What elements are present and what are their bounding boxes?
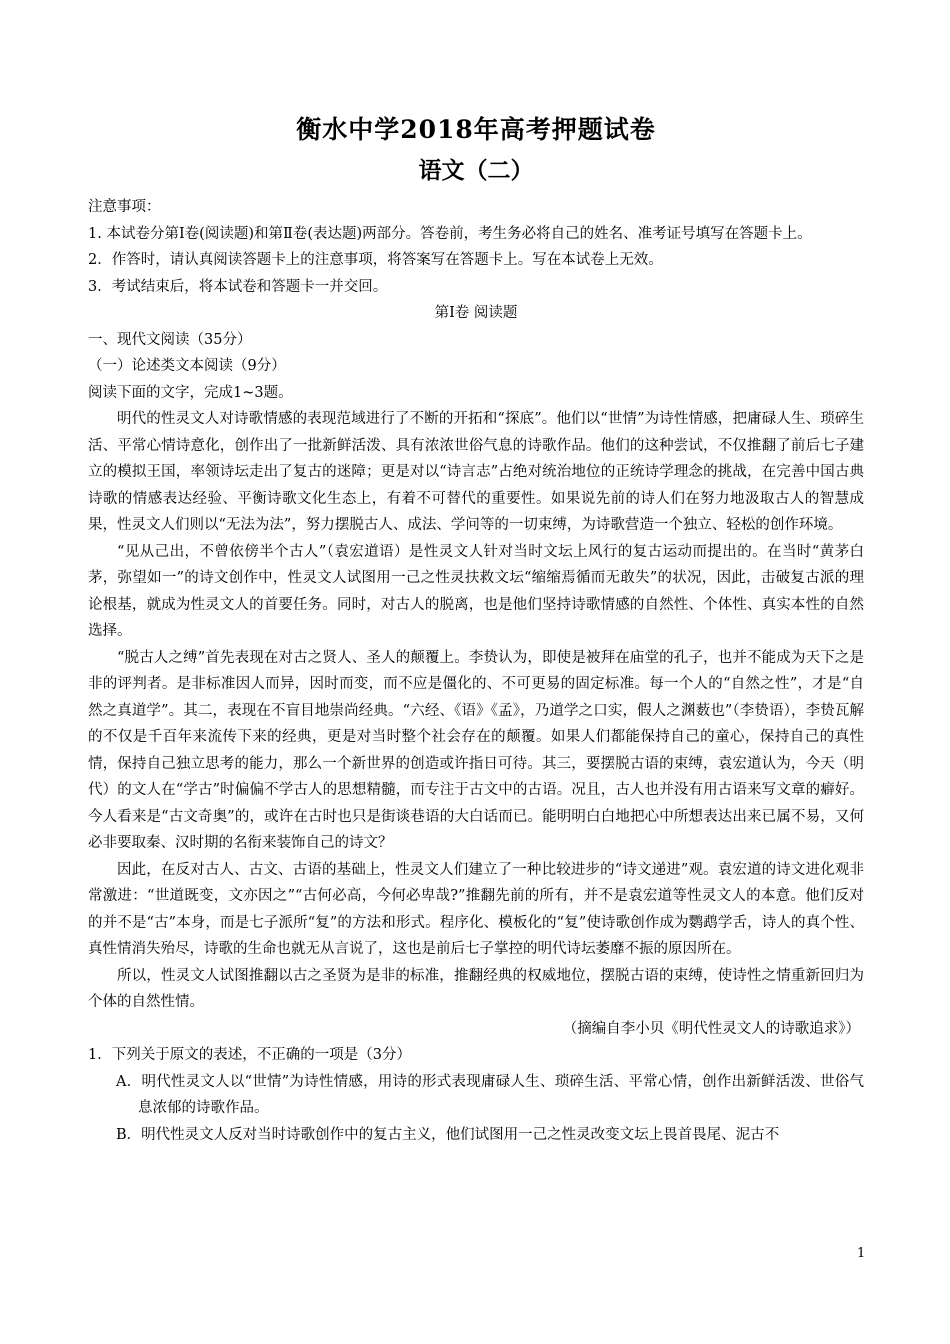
exam-page — [88, 112, 864, 1148]
reading-instruction: 阅读下面的文字，完成1~3题。 — [88, 384, 293, 401]
question-1-option-b: B．明代性灵文人反对当时诗歌创作中的复古主义，他们试图用一己之性灵改变文坛上畏首畏尾、泥古不 — [116, 1126, 780, 1143]
passage-source: （摘编自李小贝《明代性灵文人的诗歌追求》） — [562, 1020, 860, 1037]
passage-paragraph-1: 明代的性灵文人对诗歌情感的表现范域进行了不断的开拓和“探底”。他们以“世情”为诗性情感，把庸碌人生、琐碎生活、平常心情诗意化，创作出了一批新鲜活泼、具有浓浓世俗气息的诗歌作品。他们的这种尝试，不仅推翻了前后七子建立的模拟王国，率领诗坛走出了复古的迷障；更是对以“诗言志”占绝对统治地位的正统诗学理念的挑战，在完善中国古典诗歌的情感表达经验、平衡诗歌文化生态上，有着不可替代的重要性。如果说先前的诗人们在努力地汲取古人的智慧成果，性灵文人们则以“无法为法”，努力摆脱古人、成法、学问等的一切束缚，为诗歌营造一个独立、轻松的创作环境。 — [88, 411, 864, 533]
passage-paragraph-2: “见从己出，不曾依傍半个古人”（袁宏道语）是性灵文人针对当时文坛上风行的复古运动而提出的。在当时“黄茅白茅，弥望如一”的诗文创作中，性灵文人试图用一己之性灵扶救文坛“缩缩焉循而无敢失”的状况，因此，击破复古派的理论根基，就成为性灵文人的首要任务。同时，对古人的脱离，也是他们坚持诗歌情感的自然性、个体性、真实本性的自然选择。 — [88, 543, 864, 639]
exam-title: 衡水中学2018年高考押题试卷 — [296, 115, 656, 144]
exam-subtitle: 语文（二） — [418, 157, 534, 184]
sub-heading: （一）论述类文本阅读（9分） — [88, 358, 286, 374]
volume-heading: 第Ⅰ卷 阅读题 — [434, 305, 518, 321]
notice-item-1: 1. 本试卷分第Ⅰ卷(阅读题)和第Ⅱ卷(表达题)两部分。答卷前，考生务必将自己的姓名、准考证号填写在答题卡上。 — [88, 225, 812, 242]
passage-paragraph-4: 因此，在反对古人、古文、古语的基础上，性灵文人们建立了一种比较进步的“诗文递进”观。袁宏道的诗文进化观非常激进：“世道既变，文亦因之”“古何必高，今何必卑哉?”推翻先前的所有，并不是袁宏道等性灵文人的本意。他们反对的并不是“古”本身，而是七子派所“复”的方法和形式。程序化、模板化的“复”使诗歌创作成为鹦鹉学舌，诗人的真个性、真性情消失殆尽，诗歌的生命也就无从言说了，这也是前后七子掌控的明代诗坛萎靡不振的原因所在。 — [88, 861, 864, 957]
question-1-stem: 1．下列关于原文的表述，不正确的一项是（3分） — [88, 1047, 411, 1063]
question-1-option-a: A．明代性灵文人以“世情”为诗性情感，用诗的形式表现庸碌人生、琐碎生活、平常心情，创作出新鲜活泼、世俗气息浓郁的诗歌作品。 — [116, 1073, 864, 1116]
notice-item-2: 2．作答时，请认真阅读答题卡上的注意事项，将答案写在答题卡上。写在本试卷上无效。 — [88, 252, 663, 268]
passage-paragraph-3: “脱古人之缚”首先表现在对古之贤人、圣人的颠覆上。李贽认为，即使是被拜在庙堂的孔子，也并不能成为天下之是非的评判者。是非标准因人而异，因时而变，而不应是僵化的、不可更易的固定标准。每一个人的“自然之性”，才是“自然之真道学”。其二，表现在不盲目地崇尚经典。“六经、《语》《孟》，乃道学之口实，假人之渊薮也”（李贽语），李贽瓦解的不仅是千百年来流传下来的经典，更是对当时整个社会存在的颠覆。如果人们都能保持自己的童心，保持自己的真性情，保持自己独立思考的能力，那么一个新世界的创造或许指日可待。其三，要摆脱古语的束缚，袁宏道认为，今天（明代）的文人在“学古”时偏偏不学古人的思想精髓，而专注于古文中的古语。况且，古人也并没有用古语来写文章的癖好。今人看来是“古文奇奥”的，或许在古时也只是街谈巷语的大白话而已。能明明白白地把心中所想表达出来已属不易，又何必非要取秦、汉时期的名衔来装饰自己的诗文？ — [88, 649, 864, 851]
passage-paragraph-5: 所以，性灵文人试图推翻以古之圣贤为是非的标准，推翻经典的权威地位，摆脱古语的束缚，使诗性之情重新回归为个体的自然性情。 — [88, 967, 864, 1010]
part-heading: 一、现代文阅读（35分） — [88, 331, 252, 348]
notice-heading: 注意事项： — [88, 199, 161, 215]
page-number: 1 — [857, 1246, 866, 1261]
notice-item-3: 3．考试结束后，将本试卷和答题卡一并交回。 — [88, 278, 388, 295]
